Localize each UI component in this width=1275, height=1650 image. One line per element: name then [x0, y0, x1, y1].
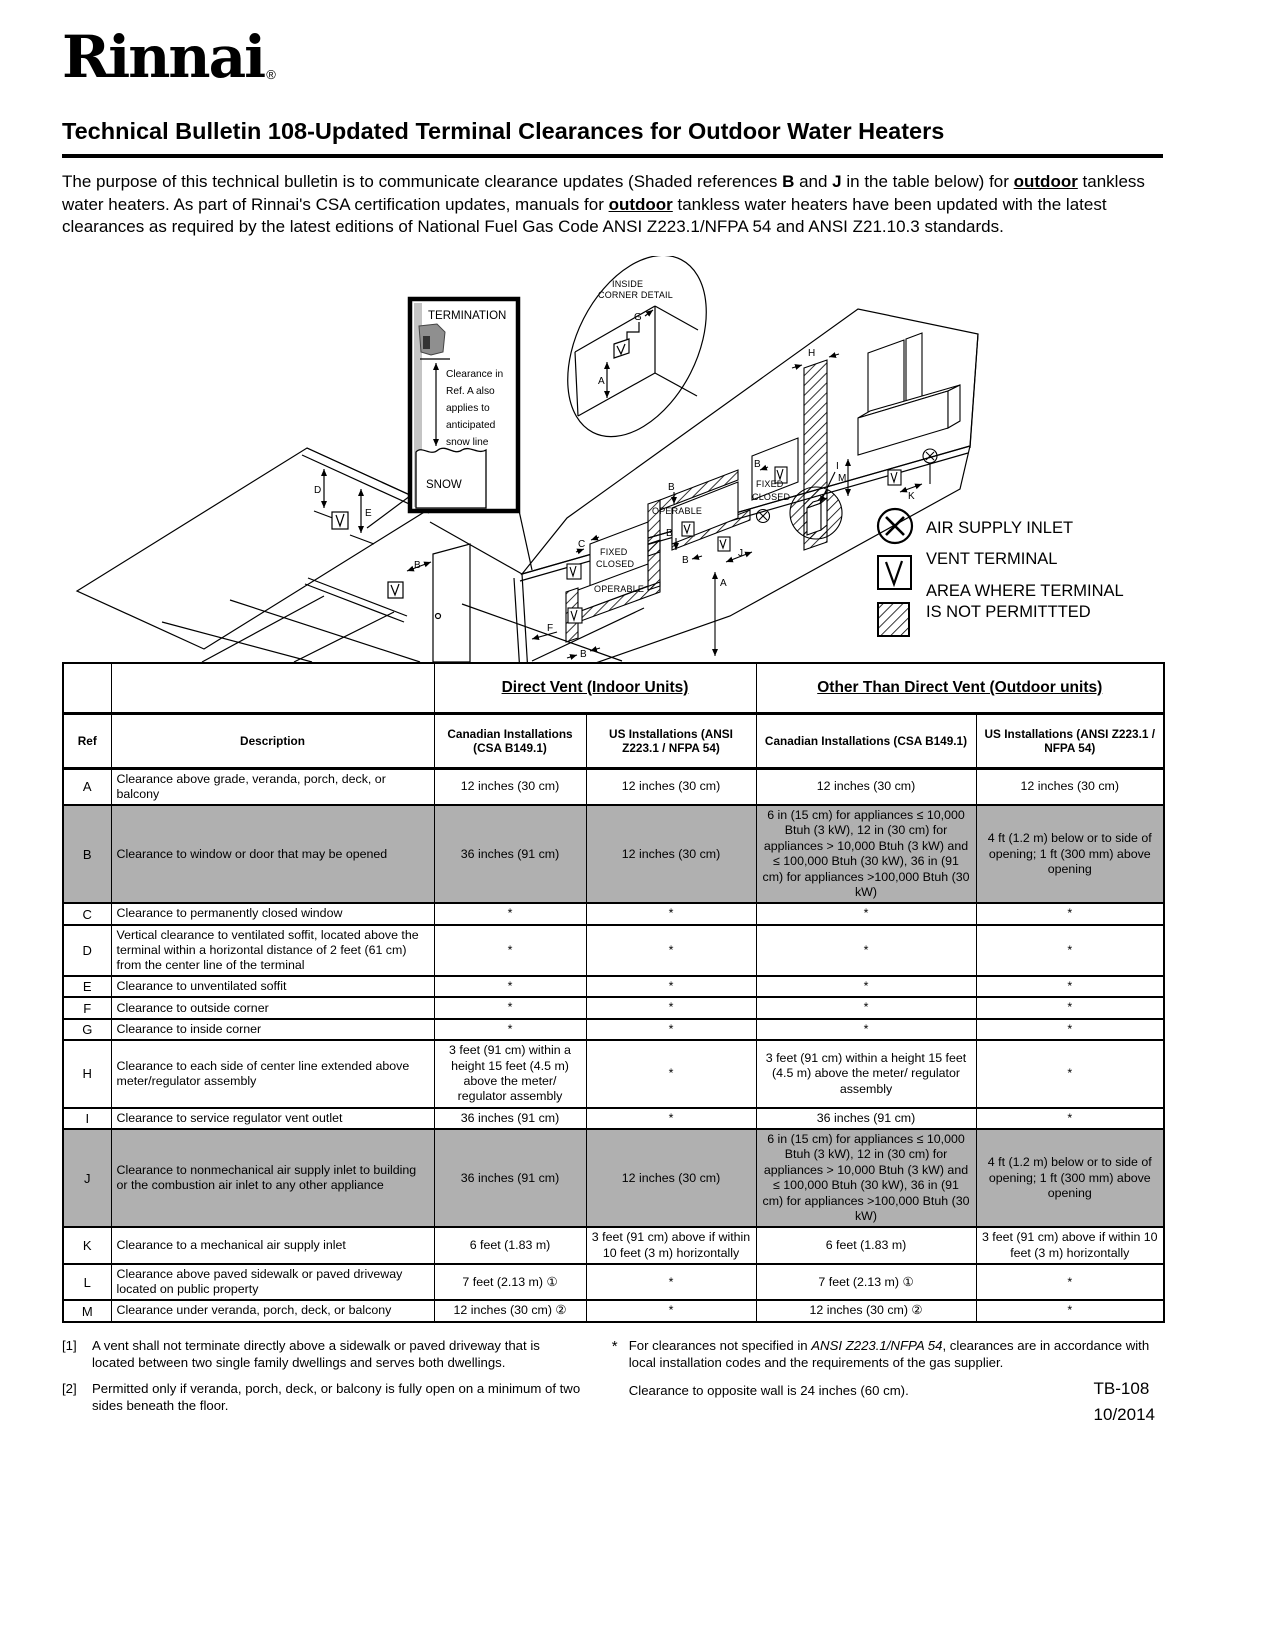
table-row — [63, 1300, 1164, 1321]
table-row — [63, 1227, 1164, 1264]
table-cell-value: 12 inches (30 cm) — [586, 1129, 756, 1227]
table-cell-value: 6 feet (1.83 m) — [434, 1227, 586, 1264]
snow-label: SNOW — [426, 478, 462, 491]
legend-not-permitted-label-1: AREA WHERE TERMINAL — [926, 581, 1124, 600]
text-segment: tankless water heaters. As part of Rinnai's CSA certification updates, manuals for — [62, 172, 1145, 214]
col-header-otdv-us: US Installations (ANSI Z223.1 / NFPA 54) — [976, 713, 1164, 768]
title-divider — [62, 154, 1163, 158]
text-segment: and — [794, 172, 833, 191]
table-cell-ref: F — [63, 997, 111, 1018]
group-header-empty — [111, 663, 434, 714]
table-row — [63, 903, 1164, 924]
col-header-ref: Ref — [63, 713, 111, 768]
clearance-diagram — [62, 256, 1163, 662]
table-cell-description: Clearance to service regulator vent outlet — [111, 1108, 434, 1129]
text-segment: , clearances are in accordance with local installation codes and the requirements of the gas supplier. — [628, 1337, 1150, 1370]
text-segment: B — [782, 172, 795, 191]
footnotes-right — [612, 1337, 1163, 1427]
footnote-extra-row — [612, 1380, 1163, 1427]
footnote-text — [629, 1337, 1163, 1371]
window-label-closed: CLOSED — [752, 491, 791, 502]
inset-note-line: Ref. A also — [446, 385, 495, 397]
table-row — [63, 1040, 1164, 1108]
table-row — [63, 925, 1164, 976]
table-row — [63, 1129, 1164, 1227]
table-row — [63, 1264, 1164, 1300]
table-cell-value: 12 inches (30 cm) ② — [434, 1300, 586, 1321]
footnote-1 — [62, 1337, 584, 1371]
legend-vent-terminal-label: VENT TERMINAL — [926, 549, 1058, 568]
document-reference — [1094, 1376, 1155, 1427]
text-segment: For clearances not specified in — [628, 1337, 812, 1353]
dim-label-b: B — [668, 481, 675, 493]
table-cell-value: 12 inches (30 cm) — [756, 768, 976, 805]
dim-label-k: K — [908, 490, 915, 502]
intro-paragraph — [62, 171, 1163, 239]
table-cell-value: * — [976, 1300, 1164, 1321]
legend-air-supply-label: AIR SUPPLY INLET — [926, 518, 1074, 537]
group-header-empty — [63, 663, 111, 714]
table-row — [63, 976, 1164, 997]
doc-date: 10/2014 — [1093, 1404, 1155, 1424]
table-cell-description: Clearance to each side of center line extended above meter/regulator assembly — [111, 1040, 434, 1108]
footnote-text: Permitted only if veranda, porch, deck, or balcony is fully open on a minimum of two sides beneath the floor. — [92, 1381, 581, 1414]
table-cell-value: * — [586, 1300, 756, 1321]
registered-mark: ® — [266, 67, 276, 82]
table-cell-value: * — [586, 1108, 756, 1129]
table-cell-value: 3 feet (91 cm) above if within 10 feet (3 m) horizontally — [976, 1227, 1164, 1264]
inset-note-line: Clearance in — [446, 368, 504, 380]
dim-label-m: M — [838, 472, 847, 484]
window-label-operable: OPERABLE — [594, 583, 645, 594]
footnote-2 — [62, 1380, 584, 1414]
dim-label-b: B — [682, 554, 689, 566]
dim-label-h: H — [808, 347, 816, 359]
text-segment: in the table below) for — [841, 172, 1014, 191]
table-cell-description: Clearance to nonmechanical air supply inlet to building or the combustion air inlet to any other appliance — [111, 1129, 434, 1227]
dim-label-a: A — [720, 577, 727, 589]
table-cell-value: 12 inches (30 cm) ② — [756, 1300, 976, 1321]
table-row — [63, 768, 1164, 805]
table-cell-ref: E — [63, 976, 111, 997]
table-cell-value: * — [756, 1019, 976, 1040]
group-header-other-than-direct-vent: Other Than Direct Vent (Outdoor units) — [756, 663, 1164, 714]
table-cell-description: Clearance to permanently closed window — [111, 903, 434, 924]
table-cell-value: 36 inches (91 cm) — [434, 805, 586, 903]
text-segment: The purpose of this technical bulletin is to communicate clearance updates (Shaded references — [62, 172, 783, 191]
opposite-wall-note: Clearance to opposite wall is 24 inches (60 cm). — [628, 1383, 909, 1399]
table-cell-value: * — [756, 997, 976, 1018]
table-cell-value: * — [586, 1264, 756, 1300]
clearance-table-body — [63, 768, 1164, 1321]
table-cell-value: 3 feet (91 cm) above if within 10 feet (3 m) horizontally — [586, 1227, 756, 1264]
text-segment: outdoor — [1013, 172, 1078, 191]
footnote-marker: [2] — [62, 1381, 77, 1397]
not-permitted-area-icon — [878, 603, 909, 636]
footnotes-left — [62, 1337, 584, 1427]
table-cell-value: 6 feet (1.83 m) — [756, 1227, 976, 1264]
legend-not-permitted-label-2: IS NOT PERMITTTED — [926, 602, 1091, 621]
col-header-dv-us: US Installations (ANSI Z223.1 / NFPA 54) — [586, 713, 756, 768]
footnote-text: A vent shall not terminate directly above a sidewalk or paved driveway that is located between two single family dwellings and serves both dwellings. — [92, 1337, 540, 1370]
col-header-description: Description — [111, 713, 434, 768]
table-cell-value: * — [434, 976, 586, 997]
col-header-dv-canadian: Canadian Installations (CSA B149.1) — [434, 713, 586, 768]
table-cell-description: Clearance to outside corner — [111, 997, 434, 1018]
table-cell-description: Clearance above paved sidewalk or paved driveway located on public property — [111, 1264, 434, 1300]
diagram-legend — [878, 509, 912, 636]
table-cell-value: 12 inches (30 cm) — [434, 768, 586, 805]
table-cell-value: * — [976, 1108, 1164, 1129]
inset-note-line: anticipated — [446, 419, 496, 431]
col-header-otdv-canadian: Canadian Installations (CSA B149.1) — [756, 713, 976, 768]
inset-title: TERMINATION — [428, 309, 507, 322]
text-segment: outdoor — [608, 194, 673, 214]
table-group-header-row — [63, 663, 1164, 714]
dim-label-j: J — [738, 547, 743, 559]
table-cell-value: 36 inches (91 cm) — [756, 1108, 976, 1129]
window-label-operable: OPERABLE — [652, 505, 703, 516]
table-cell-value: * — [586, 997, 756, 1018]
table-row — [63, 997, 1164, 1018]
table-cell-value: 36 inches (91 cm) — [434, 1108, 586, 1129]
dim-label-b: B — [414, 559, 421, 571]
table-row — [63, 1019, 1164, 1040]
group-header-direct-vent: Direct Vent (Indoor Units) — [434, 663, 756, 714]
table-cell-value: * — [586, 925, 756, 976]
table-header-row — [63, 713, 1164, 768]
table-cell-value: * — [434, 1019, 586, 1040]
window-label-closed: CLOSED — [596, 558, 635, 569]
dim-label-b: B — [754, 458, 761, 470]
page-title: Technical Bulletin 108-Updated Terminal Clearances for Outdoor Water Heaters — [62, 118, 945, 144]
table-cell-value: 6 in (15 cm) for appliances ≤ 10,000 Btuh (3 kW), 12 in (30 cm) for appliances > 10,000 Btuh (3 kW) and ≤ 100,000 Btuh (30 kW), 36 in (91 cm) for appliances >100,000 Btuh (30 kW) — [756, 805, 976, 903]
brand-name: Rinnai — [62, 23, 265, 91]
doc-number: TB-108 — [1093, 1379, 1150, 1399]
table-cell-value: * — [434, 903, 586, 924]
table-cell-value: 7 feet (2.13 m) ① — [434, 1264, 586, 1300]
table-cell-value: * — [586, 1040, 756, 1108]
table-cell-value: * — [756, 903, 976, 924]
table-cell-description: Clearance above grade, veranda, porch, deck, or balcony — [111, 768, 434, 805]
table-cell-ref: L — [63, 1264, 111, 1300]
table-cell-value: 12 inches (30 cm) — [586, 805, 756, 903]
table-cell-description: Clearance to unventilated soffit — [111, 976, 434, 997]
table-cell-value: * — [976, 1019, 1164, 1040]
text-segment: tankless water heaters have been updated with the latest clearances as required by the latest editions of National Fuel Gas Code ANSI Z223.1/NFPA 54 and ANSI Z21.10.3 standards. — [62, 194, 1107, 237]
table-cell-ref: G — [63, 1019, 111, 1040]
dim-label-a: A — [598, 375, 605, 387]
table-cell-value: 6 in (15 cm) for appliances ≤ 10,000 Btuh (3 kW), 12 in (30 cm) for appliances > 10,000 Btuh (3 kW) and ≤ 100,000 Btuh (30 kW), 36 in (91 cm) for appliances >100,000 Btuh (30 kW) — [756, 1129, 976, 1227]
table-cell-value: * — [756, 976, 976, 997]
table-cell-value: * — [976, 925, 1164, 976]
table-cell-value: 4 ft (1.2 m) below or to side of opening; 1 ft (300 mm) above opening — [976, 805, 1164, 903]
table-cell-description: Clearance to a mechanical air supply inlet — [111, 1227, 434, 1264]
table-cell-ref: H — [63, 1040, 111, 1108]
table-cell-value: * — [586, 976, 756, 997]
table-cell-value: 3 feet (91 cm) within a height 15 feet (4.5 m) above the meter/ regulator assembly — [756, 1040, 976, 1108]
table-cell-value: * — [586, 903, 756, 924]
text-segment: ANSI Z223.1/NFPA 54 — [811, 1337, 943, 1353]
table-cell-description: Clearance under veranda, porch, deck, or balcony — [111, 1300, 434, 1321]
table-cell-ref: M — [63, 1300, 111, 1321]
dim-label-b: B — [666, 527, 673, 539]
footnote-marker: [1] — [62, 1337, 77, 1353]
dim-label-f: F — [547, 622, 554, 634]
table-cell-value: * — [756, 925, 976, 976]
dim-label-b: B — [580, 648, 587, 660]
table-cell-description: Vertical clearance to ventilated soffit, located above the terminal within a horizontal distance of 2 feet (61 cm) from the center line of the terminal — [111, 925, 434, 976]
table-cell-value: 3 feet (91 cm) within a height 15 feet (4.5 m) above the meter/ regulator assembly — [434, 1040, 586, 1108]
corner-detail-title: CORNER DETAIL — [598, 289, 673, 300]
table-cell-ref: B — [63, 805, 111, 903]
table-cell-value: * — [976, 976, 1164, 997]
table-cell-description: Clearance to window or door that may be opened — [111, 805, 434, 903]
table-cell-value: * — [976, 997, 1164, 1018]
table-cell-value: * — [976, 1040, 1164, 1108]
table-cell-ref: J — [63, 1129, 111, 1227]
dim-label-d: D — [314, 484, 322, 496]
dim-label-e: E — [365, 507, 372, 519]
text-segment: J — [832, 172, 842, 191]
corner-detail-title: INSIDE — [612, 278, 644, 289]
footnote-marker: * — [611, 1337, 618, 1355]
table-cell-value: * — [976, 1264, 1164, 1300]
window-label-fixed: FIXED — [756, 478, 784, 489]
table-cell-value: 12 inches (30 cm) — [586, 768, 756, 805]
clearance-table — [62, 662, 1165, 1323]
table-cell-value: * — [976, 903, 1164, 924]
dim-label-c: C — [578, 538, 586, 550]
table-cell-value: 7 feet (2.13 m) ① — [756, 1264, 976, 1300]
table-row — [63, 805, 1164, 903]
footnote-star — [612, 1337, 1163, 1371]
table-cell-value: * — [434, 925, 586, 976]
table-cell-value: * — [586, 1019, 756, 1040]
table-cell-ref: D — [63, 925, 111, 976]
rinnai-logo — [62, 23, 1163, 91]
table-cell-ref: C — [63, 903, 111, 924]
table-cell-description: Clearance to inside corner — [111, 1019, 434, 1040]
table-cell-ref: I — [63, 1108, 111, 1129]
dim-label-g: G — [634, 311, 642, 323]
table-row — [63, 1108, 1164, 1129]
footnotes-section — [62, 1337, 1163, 1427]
dim-label-i: I — [836, 460, 839, 472]
table-cell-ref: K — [63, 1227, 111, 1264]
table-cell-value: * — [434, 997, 586, 1018]
table-cell-value: 12 inches (30 cm) — [976, 768, 1164, 805]
table-cell-value: 4 ft (1.2 m) below or to side of opening; 1 ft (300 mm) above opening — [976, 1129, 1164, 1227]
table-cell-value: 36 inches (91 cm) — [434, 1129, 586, 1227]
table-cell-ref: A — [63, 768, 111, 805]
inset-note-line: applies to — [446, 402, 490, 414]
window-label-fixed: FIXED — [600, 546, 628, 557]
inset-note-line: snow line — [446, 436, 489, 448]
termination-unit-graphic — [419, 324, 445, 355]
